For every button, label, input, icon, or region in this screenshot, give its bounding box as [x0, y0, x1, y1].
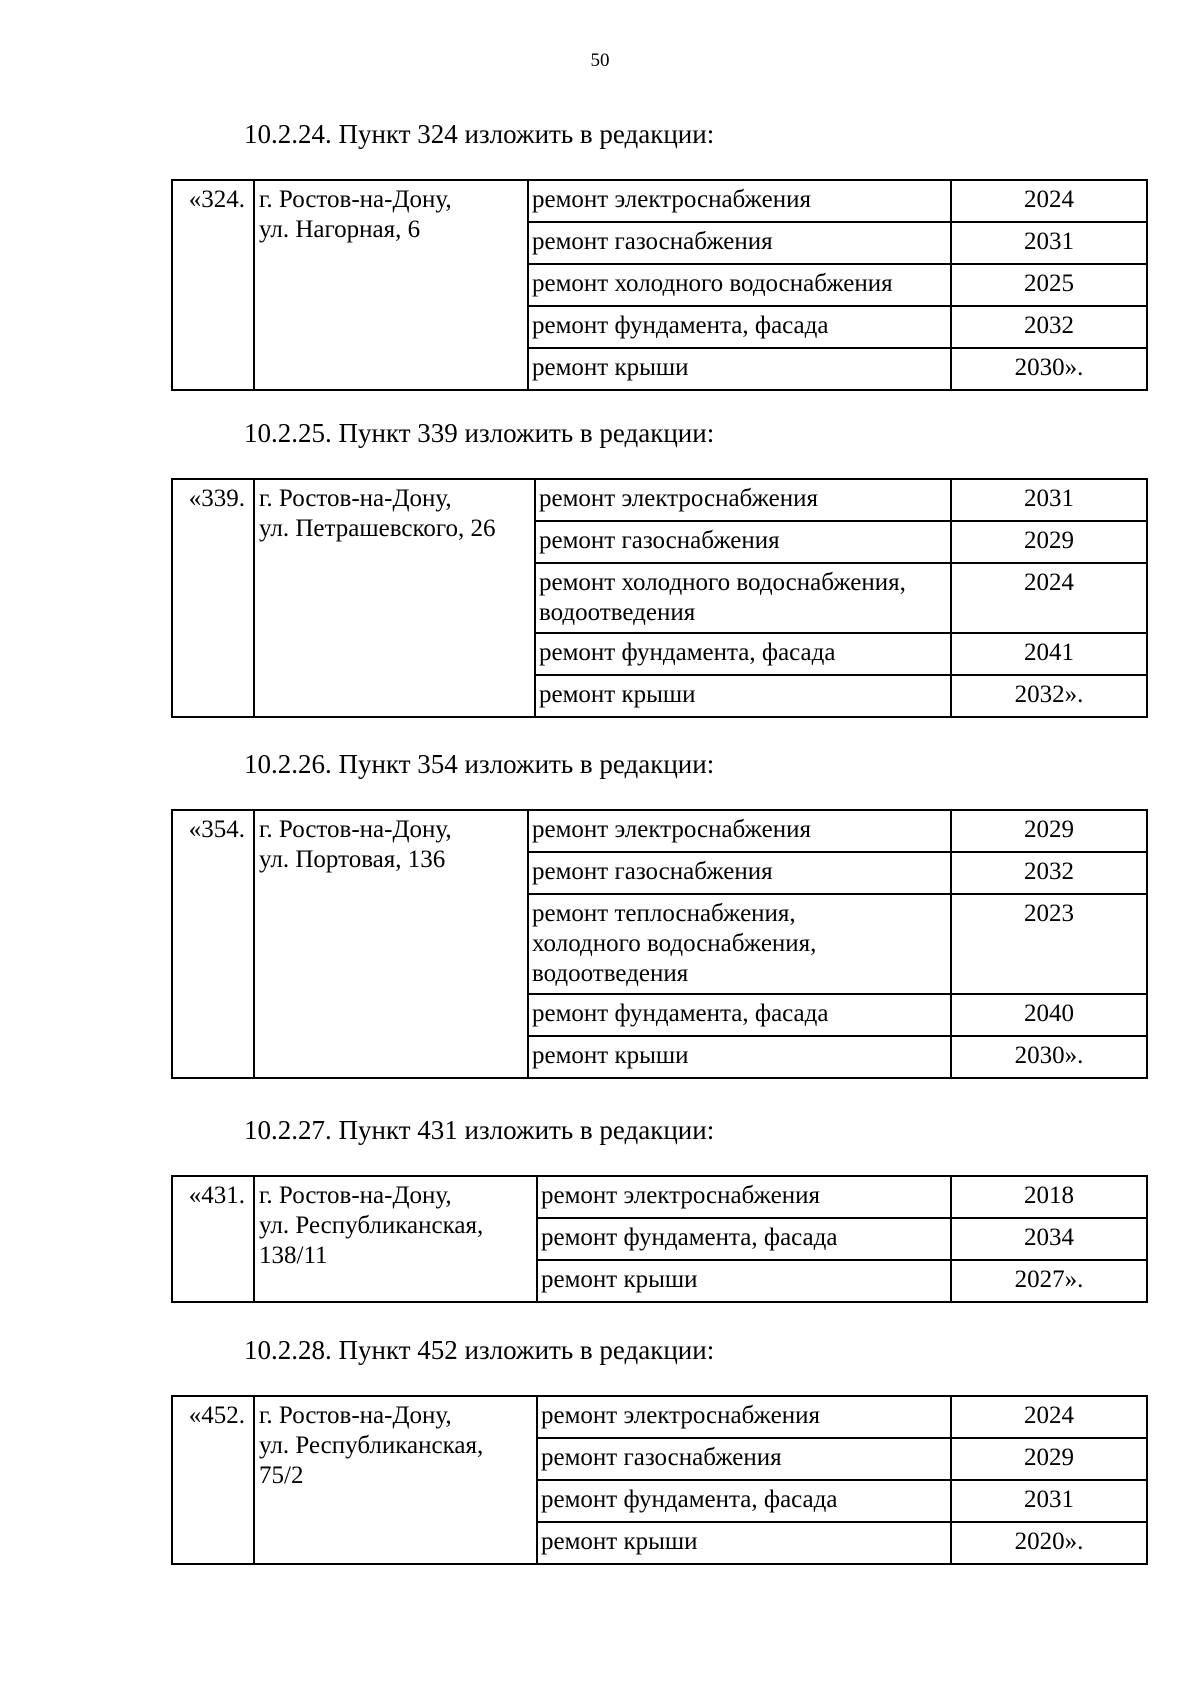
work-cell: ремонт крыши [528, 348, 951, 390]
year-cell: 2032 [951, 852, 1147, 894]
year-cell: 2029 [951, 521, 1147, 563]
address-cell [254, 1176, 537, 1302]
table-row [172, 810, 1147, 852]
address-cell [254, 1396, 537, 1564]
year-cell: 2031 [951, 222, 1147, 264]
item-number: «452. [172, 1396, 254, 1564]
year-cell: 2023 [951, 894, 1147, 994]
year-cell: 2030». [951, 348, 1147, 390]
address-street: ул. Республиканская, 138/11 [259, 1212, 484, 1269]
address-city: г. Ростов-на-Дону, [259, 816, 452, 843]
work-cell: ремонт газоснабжения [535, 521, 951, 563]
item-number: «354. [172, 810, 254, 1078]
address-street: ул. Республиканская, 75/2 [259, 1432, 484, 1489]
work-cell: ремонт холодного водоснабжения [528, 264, 951, 306]
address-city: г. Ростов-на-Дону, [259, 1182, 452, 1209]
work-cell: ремонт фундамента, фасада [537, 1218, 951, 1260]
address-city: г. Ростов-на-Дону, [259, 1402, 452, 1429]
address-street: ул. Петрашевского, 26 [259, 515, 496, 542]
table-row [172, 1396, 1147, 1438]
year-cell: 2025 [951, 264, 1147, 306]
work-cell: ремонт электроснабжения [535, 479, 951, 521]
section-heading-339: 10.2.25. Пункт 339 изложить в редакции: [244, 418, 715, 448]
work-cell: ремонт холодного водоснабжения, водоотведения [535, 563, 951, 633]
work-cell: ремонт электроснабжения [537, 1176, 951, 1218]
work-cell: ремонт фундамента, фасада [535, 633, 951, 675]
work-cell: ремонт фундамента, фасада [528, 994, 951, 1036]
year-cell: 2029 [951, 810, 1147, 852]
address-street: ул. Нагорная, 6 [259, 216, 421, 243]
work-cell: ремонт фундамента, фасада [528, 306, 951, 348]
section-heading-452: 10.2.28. Пункт 452 изложить в редакции: [244, 1335, 715, 1365]
address-city: г. Ростов-на-Дону, [259, 186, 452, 213]
year-cell: 2029 [951, 1438, 1147, 1480]
section-heading-431: 10.2.27. Пункт 431 изложить в редакции: [244, 1115, 715, 1145]
year-cell: 2040 [951, 994, 1147, 1036]
page-number: 50 [590, 50, 610, 71]
year-cell: 2024 [951, 1396, 1147, 1438]
item-number: «431. [172, 1176, 254, 1302]
address-cell [254, 180, 528, 390]
item-number: «339. [172, 479, 254, 717]
amendment-table-339 [171, 478, 1148, 718]
address-street: ул. Портовая, 136 [259, 846, 446, 873]
year-cell: 2027». [951, 1260, 1147, 1302]
work-cell: ремонт электроснабжения [537, 1396, 951, 1438]
year-cell: 2031 [951, 1480, 1147, 1522]
item-number: «324. [172, 180, 254, 390]
year-cell: 2024 [951, 563, 1147, 633]
table-row [172, 1176, 1147, 1218]
address-cell [254, 479, 535, 717]
year-cell: 2018 [951, 1176, 1147, 1218]
year-cell: 2032». [951, 675, 1147, 717]
work-cell: ремонт газоснабжения [528, 222, 951, 264]
address-cell [254, 810, 528, 1078]
year-cell: 2024 [951, 180, 1147, 222]
address-city: г. Ростов-на-Дону, [259, 485, 452, 512]
amendment-table-431 [171, 1175, 1148, 1303]
work-cell: ремонт газоснабжения [537, 1438, 951, 1480]
amendment-table-324 [171, 179, 1148, 391]
year-cell: 2032 [951, 306, 1147, 348]
work-cell: ремонт фундамента, фасада [537, 1480, 951, 1522]
work-cell: ремонт крыши [537, 1522, 951, 1564]
work-cell: ремонт крыши [535, 675, 951, 717]
amendment-table-354 [171, 809, 1148, 1079]
section-heading-354: 10.2.26. Пункт 354 изложить в редакции: [244, 749, 715, 779]
year-cell: 2034 [951, 1218, 1147, 1260]
work-cell: ремонт электроснабжения [528, 180, 951, 222]
table-row [172, 180, 1147, 222]
year-cell: 2030». [951, 1036, 1147, 1078]
work-cell: ремонт газоснабжения [528, 852, 951, 894]
amendment-table-452 [171, 1395, 1148, 1565]
section-heading-324: 10.2.24. Пункт 324 изложить в редакции: [244, 119, 715, 149]
table-row [172, 479, 1147, 521]
work-cell: ремонт крыши [537, 1260, 951, 1302]
year-cell: 2020». [951, 1522, 1147, 1564]
work-cell: ремонт электроснабжения [528, 810, 951, 852]
year-cell: 2041 [951, 633, 1147, 675]
year-cell: 2031 [951, 479, 1147, 521]
work-cell: ремонт крыши [528, 1036, 951, 1078]
work-cell: ремонт теплоснабжения, холодного водоснабжения, водоотведения [528, 894, 951, 994]
